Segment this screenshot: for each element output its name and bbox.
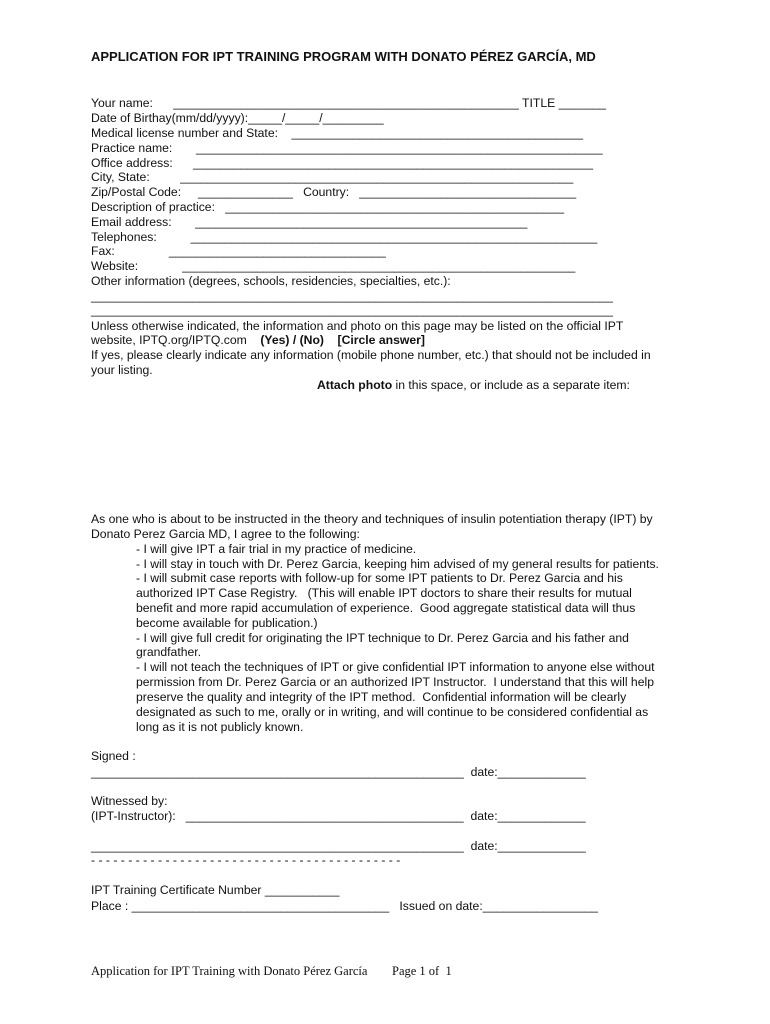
email-field[interactable]: Email address: _________________________________________________ bbox=[91, 215, 528, 229]
listing-text-1: Unless otherwise indicated, the information and photo on this page may be listed on the official IPT bbox=[91, 319, 624, 333]
agreement-intro-2: Donato Perez Garcia MD, I agree to the following: bbox=[91, 527, 360, 541]
instructor-signature-line[interactable]: (IPT-Instructor): _________________________________________ date:_____________ bbox=[91, 809, 586, 823]
witnessed-label: Witnessed by: bbox=[91, 794, 168, 808]
agreement-item: designated as such to me, orally or in writing, and will continue to be considered confidential as bbox=[136, 705, 649, 719]
form-title: APPLICATION FOR IPT TRAINING PROGRAM WITH DONATO PÉREZ GARCÍA, MD bbox=[91, 49, 596, 64]
other-info-line-2[interactable]: _____________________________________________________________________________ bbox=[91, 303, 613, 317]
medical-license-field[interactable]: Medical license number and State: ___________________________________________ bbox=[91, 126, 583, 140]
zip-country-field[interactable]: Zip/Postal Code: ______________ Country: ________________________________ bbox=[91, 185, 577, 199]
date-of-birth-field[interactable]: Date of Birthay(mm/dd/yyyy):_____/_____/_________ bbox=[91, 111, 384, 125]
agreement-item: permission from Dr. Perez Garcia or an authorized IPT Instructor. I understand that this will help bbox=[136, 675, 654, 689]
listing-text-4: your listing. bbox=[91, 363, 153, 377]
certificate-number-field[interactable]: IPT Training Certificate Number ___________ bbox=[91, 883, 340, 897]
agreement-item: - I will give IPT a fair trial in my practice of medicine. bbox=[136, 542, 417, 556]
agreement-item: long as it is not publicly known. bbox=[136, 720, 304, 734]
agreement-item: benefit and more rapid accumulation of experience. Good aggregate statistical data will thus bbox=[136, 601, 636, 615]
attach-photo-label: Attach photo bbox=[317, 378, 393, 392]
description-field[interactable]: Description of practice: __________________________________________________ bbox=[91, 200, 565, 214]
footer-title: Application for IPT Training with Donato Pérez García bbox=[91, 964, 368, 978]
attach-photo-rest: in this space, or include as a separate item: bbox=[392, 378, 630, 392]
agreement-item: become available for publication.) bbox=[136, 616, 318, 630]
office-address-field[interactable]: Office address: ___________________________________________________________ bbox=[91, 156, 593, 170]
page-number: Page 1 of 1 bbox=[392, 964, 452, 978]
agreement-item: - I will give full credit for originating the IPT technique to Dr. Perez Garcia and his father and bbox=[136, 631, 629, 645]
agreement-intro-1: As one who is about to be instructed in the theory and techniques of insulin potentiation therapy (IPT) by bbox=[91, 512, 653, 526]
listing-text-3: If yes, please clearly indicate any information (mobile phone number, etc.) that should not be included in bbox=[91, 348, 651, 362]
second-signature-line[interactable]: _______________________________________________________ date:_____________ bbox=[91, 839, 586, 853]
practice-name-field[interactable]: Practice name: ____________________________________________________________ bbox=[91, 141, 603, 155]
dashed-separator: - - - - - - - - - - - - - - - - - - - - - - - - - - - - - - - - - - - - - - - - - - bbox=[91, 853, 401, 867]
city-state-field[interactable]: City, State: __________________________________________________________ bbox=[91, 170, 574, 184]
agreement-item: preserve the quality and integrity of the IPT method. Confidential information will be clearly bbox=[136, 690, 627, 704]
fax-field[interactable]: Fax: ________________________________ bbox=[91, 244, 386, 258]
your-name-field[interactable]: Your name: ___________________________________________________ TITLE _______ bbox=[91, 96, 607, 110]
agreement-item: - I will stay in touch with Dr. Perez Garcia, keeping him advised of my general results for patients. bbox=[136, 557, 659, 571]
agreement-item: authorized IPT Case Registry. (This will enable IPT doctors to share their results for mutual bbox=[136, 586, 632, 600]
telephones-field[interactable]: Telephones: ____________________________________________________________ bbox=[91, 230, 598, 244]
place-issued-field[interactable]: Place : ______________________________________ Issued on date:_________________ bbox=[91, 899, 598, 913]
other-info-line-1[interactable]: _____________________________________________________________________________ bbox=[91, 289, 613, 303]
yes-no-choice[interactable]: (Yes) / (No) [Circle answer] bbox=[260, 333, 425, 347]
agreement-item: grandfather. bbox=[136, 645, 202, 659]
signed-label: Signed : bbox=[91, 749, 136, 763]
photo-area[interactable] bbox=[91, 396, 681, 504]
website-field[interactable]: Website: __________________________________________________________ bbox=[91, 259, 576, 273]
listing-website: website, IPTQ.org/IPTQ.com bbox=[91, 333, 261, 347]
attach-photo-instruction bbox=[317, 378, 630, 392]
signature-line[interactable]: _______________________________________________________ date:_____________ bbox=[91, 765, 586, 779]
agreement-item: - I will not teach the techniques of IPT or give confidential IPT information to anyone else without bbox=[136, 660, 655, 674]
other-info-label: Other information (degrees, schools, residencies, specialties, etc.): bbox=[91, 274, 451, 288]
listing-text-2 bbox=[91, 333, 425, 347]
agreement-item: - I will submit case reports with follow-up for some IPT patients to Dr. Perez Garcia and his bbox=[136, 571, 623, 585]
